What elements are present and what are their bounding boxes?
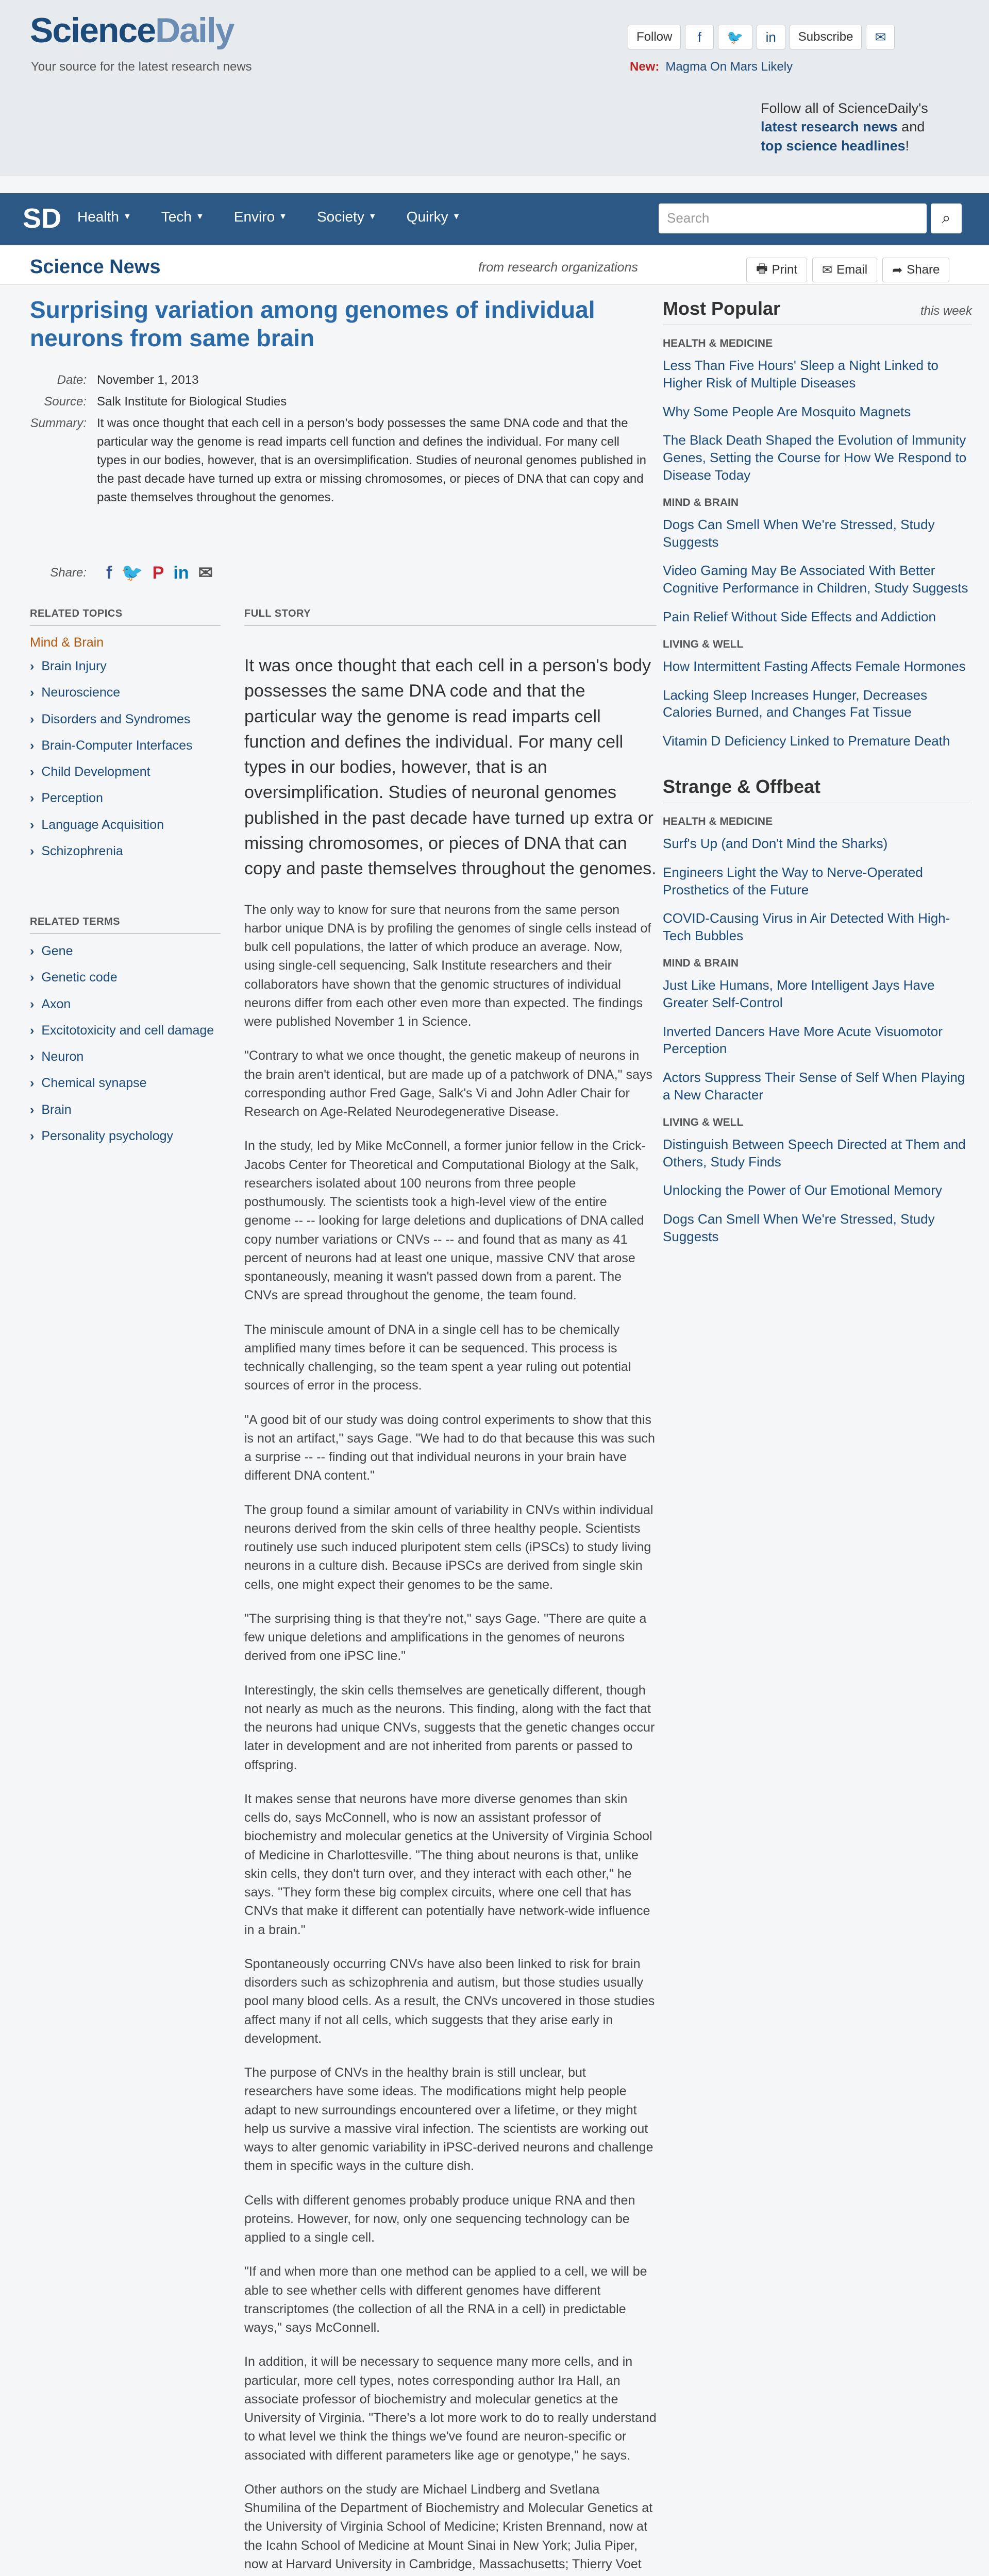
email-icon[interactable]: ✉ xyxy=(866,25,895,49)
article-meta xyxy=(30,371,648,510)
article-paragraph: The miniscule amount of DNA in a single cell has to be chemically amplified many times before it can be sequenced. This process is technically challenging, so the team spent a year ruling out potential sources of error in the process. xyxy=(244,1322,631,1393)
popular-link[interactable]: Lacking Sleep Increases Hunger, Decreases Calories Burned, and Changes Fat Tissue xyxy=(663,687,928,720)
promo-suffix: ! xyxy=(905,138,910,154)
facebook-icon[interactable]: f xyxy=(106,563,112,583)
section-title[interactable]: Science News xyxy=(30,256,161,278)
topic-link[interactable] xyxy=(30,790,221,806)
article-paragraph: Other authors on the study are Michael Lindberg and Svetlana Shumilina of the Department of Biochemistry and Molecular Genetics at the University of Virginia School of Medicine; Kristen Brennand, now at the Icahn School of Medicine at Mount Sinai in New York; Julia Piper, now at Harvard University in Cambridge, Massachusetts; Thierry Voet xyxy=(244,2482,653,2571)
print-label: Print xyxy=(772,263,798,277)
term-label: Personality psychology xyxy=(41,1128,174,1143)
bullet-icon: › xyxy=(30,817,35,832)
date-label: Date: xyxy=(57,373,87,387)
date-row xyxy=(30,371,648,389)
popular-category: HEALTH & MEDICINE xyxy=(663,337,773,349)
nav-item-tech[interactable] xyxy=(161,209,204,225)
site-tagline: Your source for the latest research news xyxy=(31,60,252,74)
bullet-icon: › xyxy=(30,1128,35,1143)
article-paragraph: "Contrary to what we once thought, the genetic makeup of neurons in the brain aren't identical, but are made up of a patchwork of DNA," says corresponding author Fred Gage, Salk's Vi and John Adler Chair for Research on Age-Related Neurodegenerative Disease. xyxy=(244,1048,652,1120)
logo-part-a: Science xyxy=(30,11,156,50)
summary-row xyxy=(30,414,648,507)
article-title: Surprising variation among genomes of individual neurons from same brain xyxy=(30,296,595,352)
term-label: Axon xyxy=(41,996,71,1011)
article-tools xyxy=(746,258,949,282)
full-story-heading: FULL STORY xyxy=(244,608,657,626)
bullet-icon: › xyxy=(30,685,35,700)
summary-value: It was once thought that each cell in a person's body possesses the same DNA code and that the particular way the genome is read imparts cell function and defines the individual. For many cell types in our bodies, however, that is an oversimplification. Studies of neuronal genomes published in the past decade have turned up extra or missing chromosomes, or pieces of DNA that can copy and paste themselves throughout the genomes. xyxy=(97,416,646,504)
article-paragraph: "If and when more than one method can be applied to a cell, we will be able to see whether cells with different genomes have different transcriptomes (the collection of all the RNA in a cell) in predictable ways," says McConnell. xyxy=(244,2264,647,2335)
topic-label: Disorders and Syndromes xyxy=(41,711,191,726)
term-label: Chemical synapse xyxy=(41,1076,147,1091)
popular-link[interactable]: Why Some People Are Mosquito Magnets xyxy=(663,403,911,419)
site-logo[interactable] xyxy=(30,10,234,50)
right-sidebar xyxy=(663,298,972,1257)
term-label: Excitotoxicity and cell damage xyxy=(41,1023,214,1038)
linkedin-icon[interactable]: in xyxy=(757,25,785,49)
chevron-down-icon: ▼ xyxy=(279,212,287,221)
topic-link[interactable] xyxy=(30,738,221,754)
bullet-icon: › xyxy=(30,738,35,753)
topic-label: Brain Injury xyxy=(41,659,107,673)
term-link[interactable] xyxy=(30,1049,221,1065)
chevron-down-icon: ▼ xyxy=(452,212,461,221)
article-paragraph: "A good bit of our study was doing control experiments to show that this is not an artifact," says Gage. "We had to do that because this was such a surprise -- -- finding out that individual neurons in your brain have different DNA content." xyxy=(244,1412,655,1483)
related-topics-heading: RELATED TOPICS xyxy=(30,608,221,626)
date-value: November 1, 2013 xyxy=(97,373,199,387)
nav-item-society[interactable] xyxy=(317,209,377,225)
popular-link[interactable]: Less Than Five Hours' Sleep a Night Linked to Higher Risk of Multiple Diseases xyxy=(663,358,938,391)
share-row-label: Share: xyxy=(50,566,87,580)
term-link[interactable] xyxy=(30,1075,221,1091)
strange-header xyxy=(663,776,972,803)
nav-item-health[interactable] xyxy=(77,209,131,225)
section-subtitle: from research organizations xyxy=(478,260,638,275)
new-headline[interactable] xyxy=(630,60,793,74)
follow-promo xyxy=(761,99,972,155)
strange-category: MIND & BRAIN xyxy=(663,957,739,969)
new-label: New: xyxy=(630,60,660,74)
strange-link[interactable]: Engineers Light the Way to Nerve-Operated Prosthetics of the Future xyxy=(663,864,923,897)
share-button[interactable] xyxy=(882,258,949,282)
bullet-icon: › xyxy=(30,843,35,858)
topic-label: Schizophrenia xyxy=(41,843,123,858)
term-link[interactable] xyxy=(30,996,221,1012)
envelope-icon: ✉ xyxy=(822,263,833,277)
nav-label: Quirky xyxy=(406,209,448,225)
term-label: Neuron xyxy=(41,1049,84,1064)
topic-link[interactable] xyxy=(30,685,221,701)
pinterest-icon[interactable]: P xyxy=(152,563,164,583)
article-paragraph: In the study, led by Mike McConnell, a former junior fellow in the Crick-Jacobs Center for Theoretical and Computational Biology at the Salk, researchers isolated about 100 neurons from three people posthumously. The scientists took a high-level view of the entire genome -- -- looking for large deletions and duplications of DNA called copy number variations or CNVs -- -- and found that as many as 41 percent of neurons had at least one unique, massive CNV that arose spontaneously, meaning it wasn't passed down from a parent. The CNVs are spread throughout the genome, the team found. xyxy=(244,1139,646,1303)
strange-category: HEALTH & MEDICINE xyxy=(663,815,773,827)
term-link[interactable] xyxy=(30,1023,221,1039)
twitter-icon[interactable]: 🐦 xyxy=(718,25,752,49)
topic-link[interactable] xyxy=(30,843,221,859)
logo-part-b: Daily xyxy=(155,11,234,50)
share-label: Share xyxy=(907,263,940,277)
bullet-icon: › xyxy=(30,1102,35,1117)
strange-link[interactable]: Just Like Humans, More Intelligent Jays Have Greater Self-Control xyxy=(663,977,935,1010)
bullet-icon: › xyxy=(30,711,35,726)
nav-label: Society xyxy=(317,209,364,225)
most-popular-header xyxy=(663,298,972,325)
topic-link[interactable] xyxy=(30,658,221,674)
topic-label: Language Acquisition xyxy=(41,817,164,832)
source-row xyxy=(30,393,648,411)
nav-label: Health xyxy=(77,209,119,225)
strange-title: Strange & Offbeat xyxy=(663,775,821,797)
bullet-icon: › xyxy=(30,996,35,1011)
linkedin-icon[interactable]: in xyxy=(173,563,189,583)
strange-link[interactable]: Actors Suppress Their Sense of Self When Playing a New Character xyxy=(663,1070,965,1103)
article-paragraph: Cells with different genomes probably produce unique RNA and then proteins. However, for now, only one sequencing technology can be applied to a single cell. xyxy=(244,2193,635,2245)
strange-link[interactable]: Distinguish Between Speech Directed at Them and Others, Study Finds xyxy=(663,1136,966,1170)
nav-label: Tech xyxy=(161,209,192,225)
bullet-icon: › xyxy=(30,1023,35,1038)
topic-label: Neuroscience xyxy=(41,685,121,700)
email-icon[interactable]: ✉ xyxy=(198,563,213,583)
bullet-icon: › xyxy=(30,659,35,673)
term-link[interactable] xyxy=(30,970,221,986)
search-icon[interactable]: ⌕ xyxy=(931,204,962,233)
subscribe-button[interactable]: Subscribe xyxy=(790,25,862,49)
most-popular-period[interactable]: this week xyxy=(920,304,972,318)
nav-menu xyxy=(77,209,460,225)
popular-link[interactable]: Video Gaming May Be Associated With Better Cognitive Performance in Children, Study Suggests xyxy=(663,563,968,596)
nav-label: Enviro xyxy=(233,209,275,225)
term-label: Gene xyxy=(41,944,73,958)
article-paragraph: In addition, it will be necessary to sequence many more cells, and in particular, more cell types, notes corresponding author Ira Hall, an associate professor of biochemistry and molecular genetics at the University of Virginia. "There's a lot more work to do to really understand to what level we think the things we've found are neuron-specific or associated with different parameters like age or genotype," he says. xyxy=(244,2354,657,2463)
topic-label: Perception xyxy=(41,791,103,806)
source-label: Source: xyxy=(44,395,87,409)
term-label: Genetic code xyxy=(41,970,118,985)
article-body xyxy=(244,653,657,2576)
popular-link[interactable]: How Intermittent Fasting Affects Female Hormones xyxy=(663,658,966,674)
bullet-icon: › xyxy=(30,1049,35,1064)
chevron-down-icon: ▼ xyxy=(123,212,131,221)
main-nav xyxy=(0,193,989,245)
promo-mid: and xyxy=(901,119,925,135)
promo-link-top[interactable]: top science headlines xyxy=(761,138,906,154)
summary-label: Summary: xyxy=(30,416,87,430)
strange-link[interactable]: Unlocking the Power of Our Emotional Memory xyxy=(663,1182,942,1198)
popular-link[interactable]: Dogs Can Smell When We're Stressed, Study Suggests xyxy=(663,516,935,550)
facebook-icon[interactable]: f xyxy=(685,25,714,49)
nav-item-enviro[interactable] xyxy=(234,209,287,225)
chevron-down-icon: ▼ xyxy=(368,212,377,221)
term-link[interactable] xyxy=(30,1102,221,1118)
article-lede: It was once thought that each cell in a person's body possesses the same DNA code and that the particular way the genome is read imparts cell function and defines the individual. For many cell types in our bodies, however, that is an oversimplification. Studies of neuronal genomes published in the past decade have turned up extra or missing chromosomes, or pieces of DNA that can copy and paste themselves throughout the genomes. xyxy=(244,656,657,879)
popular-category: MIND & BRAIN xyxy=(663,496,739,509)
bullet-icon: › xyxy=(30,791,35,806)
strange-link[interactable]: Surf's Up (and Don't Mind the Sharks) xyxy=(663,835,888,851)
popular-link[interactable]: Pain Relief Without Side Effects and Addiction xyxy=(663,608,936,624)
topic-link[interactable] xyxy=(30,817,221,833)
strange-link[interactable]: COVID-Causing Virus in Air Detected With High-Tech Bubbles xyxy=(663,910,950,944)
source-value: Salk Institute for Biological Studies xyxy=(97,395,287,409)
twitter-icon[interactable]: 🐦 xyxy=(121,563,143,583)
print-button[interactable] xyxy=(746,258,807,282)
email-button[interactable] xyxy=(812,258,877,282)
most-popular-title: Most Popular xyxy=(663,298,781,319)
article-paragraph: Interestingly, the skin cells themselves are genetically different, though not nearly as much as the neurons. This finding, along with the fact that the neurons had unique CNVs, suggests that the genetic changes occur later in development and are not inherited from parents or passed to offspring. xyxy=(244,1683,655,1772)
article-paragraph: The group found a similar amount of variability in CNVs within individual neurons derived from the skin cells of three healthy people. Scientists routinely use such induced pluripotent stem cells (iPSCs) to study living neurons in a culture dish. Because iPSCs are derived from single skin cells, one might expect their genomes to be the same. xyxy=(244,1502,653,1592)
popular-link[interactable]: The Black Death Shaped the Evolution of Immunity Genes, Setting the Course for How We Respond to Disease Today xyxy=(663,432,967,483)
article-header xyxy=(30,296,648,583)
chevron-down-icon: ▼ xyxy=(195,212,204,221)
strange-link[interactable]: Inverted Dancers Have More Acute Visuomotor Perception xyxy=(663,1023,943,1057)
bullet-icon: › xyxy=(30,765,35,779)
bullet-icon: › xyxy=(30,944,35,958)
topic-label: Brain-Computer Interfaces xyxy=(41,738,193,753)
nav-item-quirky[interactable] xyxy=(407,209,461,225)
term-link[interactable] xyxy=(30,1128,221,1144)
related-topics-category: Mind & Brain xyxy=(30,635,104,650)
nav-logo[interactable]: SD xyxy=(23,203,62,234)
share-row xyxy=(30,563,213,583)
topic-link[interactable] xyxy=(30,711,221,727)
article-paragraph: The purpose of CNVs in the healthy brain is still unclear, but researchers have some ideas. The modifications might help people adapt to new surroundings encountered over a lifetime, or they might help us survive a massive viral infection. The scientists are working out ways to alter genomic variability in iPSC-derived neurons and challenge them in specific ways in the culture dish. xyxy=(244,2065,653,2174)
strange-category: LIVING & WELL xyxy=(663,1116,744,1128)
article-paragraph: It makes sense that neurons have more diverse genomes than skin cells do, says McConnell, who is now an assistant professor of biochemistry and molecular genetics at the University of Virginia School of Medicine in Charlottesville. "The thing about neurons is that, unlike skin cells, they don't turn over, and they interact with each other," he says. "They form these big complex circuits, where one cell that has CNVs that make it different can potentially have network-wide influence in a brain." xyxy=(244,1791,652,1937)
new-text: Magma On Mars Likely xyxy=(665,60,793,74)
popular-link[interactable]: Vitamin D Deficiency Linked to Premature Death xyxy=(663,733,950,749)
popular-category: LIVING & WELL xyxy=(663,638,744,650)
term-link[interactable] xyxy=(30,943,221,959)
related-terms-heading: RELATED TERMS xyxy=(30,916,221,934)
bullet-icon: › xyxy=(30,970,35,985)
term-label: Brain xyxy=(41,1102,72,1117)
promo-link-latest[interactable]: latest research news xyxy=(761,119,898,135)
site-header xyxy=(0,0,989,176)
article-paragraph: The only way to know for sure that neurons from the same person harbor unique DNA is by profiling the genomes of single cells instead of bulk cell populations, the latter of which produce an average. Now, using single-cell sequencing, Salk Institute researchers and their collaborators have shown that the genomic structures of individual neurons differ from each other even more than expected. The findings were published November 1 in Science. xyxy=(244,902,651,1029)
bullet-icon: › xyxy=(30,1076,35,1091)
topic-label: Child Development xyxy=(41,765,150,779)
printer-icon: 🖶 xyxy=(756,261,768,276)
article-paragraph: Spontaneously occurring CNVs have also been linked to risk for brain disorders such as schizophrenia and autism, but those studies usually pool many blood cells. As a result, the CNVs uncovered in those studies affect many if not all cells, which suggests that they arise early in development. xyxy=(244,1956,655,2046)
article-paragraph: "The surprising thing is that they're not," says Gage. "There are quite a few unique deletions and amplifications in the genomes of neurons derived from one iPSC line." xyxy=(244,1611,647,1664)
promo-prefix: Follow all of ScienceDaily's xyxy=(761,100,928,116)
social-bar xyxy=(628,25,895,49)
search-input[interactable]: Search xyxy=(659,204,927,233)
share-icon: ➦ xyxy=(892,263,903,277)
topic-link[interactable] xyxy=(30,764,221,780)
follow-button[interactable]: Follow xyxy=(628,25,681,49)
email-label: Email xyxy=(836,263,868,277)
related-sidebar xyxy=(30,608,221,1155)
strange-link[interactable]: Dogs Can Smell When We're Stressed, Study Suggests xyxy=(663,1211,935,1244)
